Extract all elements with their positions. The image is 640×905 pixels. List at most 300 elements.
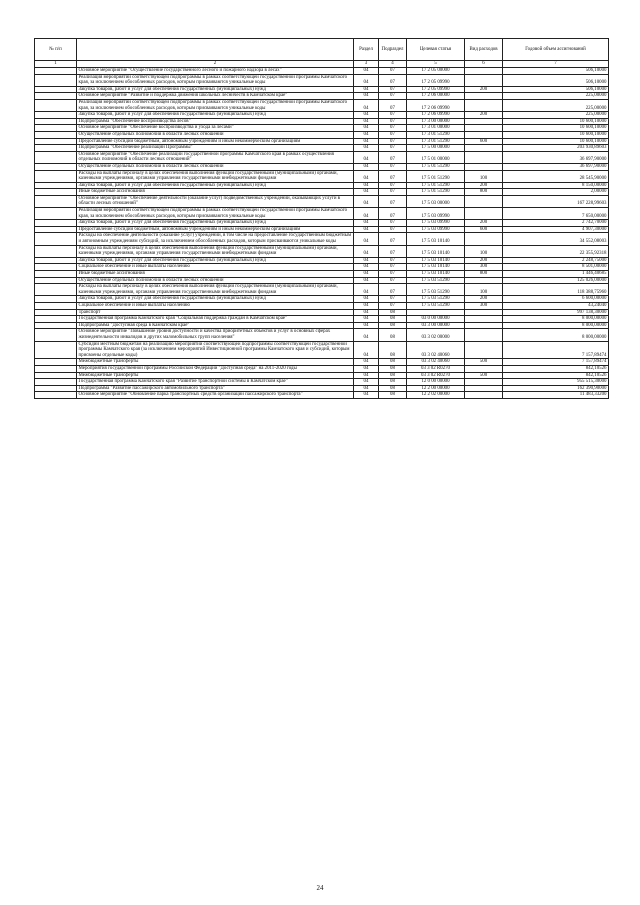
cell-name: Мероприятия государственной программы Российской Федерации "Доступная среда" на 2011-2020 годы: [77, 365, 354, 372]
cell-amount: 36 697,90000: [503, 151, 609, 163]
cell-num: [35, 245, 77, 257]
cell-razdel: 04: [354, 322, 379, 329]
cell-vr: 500: [465, 372, 503, 379]
cell-razdel: 04: [354, 163, 379, 170]
header-csr: Целевая статья: [407, 39, 465, 61]
cell-vr: [465, 379, 503, 386]
cell-name: Государственная программа Камчатского края "Развитие транспортной системы в Камчатском крае": [77, 379, 354, 386]
table-row: [35, 226, 609, 233]
cell-vr: 200: [465, 182, 503, 189]
cell-num: [35, 125, 77, 132]
cell-amount: 36 697,90000: [503, 163, 609, 170]
cell-podrazdel: 08: [379, 365, 407, 372]
cell-name: Основное мероприятие "Обновление парка транспортных средств организаций пассажирского транспорта": [77, 392, 354, 399]
header-podrazdel: Подраздел: [379, 39, 407, 61]
cell-num: [35, 257, 77, 264]
cell-podrazdel: 08: [379, 316, 407, 323]
cell-amount: 125 026,00000: [503, 277, 609, 284]
cell-podrazdel: 08: [379, 329, 407, 341]
table-row: [35, 99, 609, 111]
cell-amount: 7 157,89474: [503, 341, 609, 359]
table-body: [35, 68, 609, 399]
cell-amount: 2 742,70000: [503, 220, 609, 227]
cell-num: [35, 316, 77, 323]
cell-podrazdel: 07: [379, 220, 407, 227]
cell-podrazdel: 07: [379, 296, 407, 303]
cell-podrazdel: 07: [379, 226, 407, 233]
cell-name: Расходы на выплаты персоналу в целях обеспечения выполнения функций государственными (муниципальными) органами, казенными учреждениями, органами управления государственными внебюджетными фондами: [77, 284, 354, 296]
table-row: [35, 359, 609, 366]
cell-num: [35, 341, 77, 359]
cell-num: [35, 271, 77, 278]
colnum-2: 2: [77, 61, 354, 68]
cell-name: Подпрограмма "Доступная среда в Камчатском крае": [77, 322, 354, 329]
cell-vr: 200: [465, 220, 503, 227]
cell-vr: 800: [465, 189, 503, 196]
cell-podrazdel: 07: [379, 112, 407, 119]
cell-amount: 842,10526: [503, 365, 609, 372]
header-num: № п/п: [35, 39, 77, 61]
cell-amount: 6 600,00000: [503, 296, 609, 303]
header-amount: Годовой объем ассигнований: [503, 39, 609, 61]
table-row: [35, 93, 609, 100]
cell-podrazdel: 07: [379, 189, 407, 196]
cell-podrazdel: 07: [379, 277, 407, 284]
table-row: [35, 302, 609, 309]
cell-name: Основное мероприятие "Обеспечение реализации государственной программы Камчатского края в рамках осуществления отдельных полномочий в области лесных отношений": [77, 151, 354, 163]
cell-razdel: 04: [354, 271, 379, 278]
cell-razdel: 04: [354, 195, 379, 207]
cell-csr: 17 5 03 51290: [407, 284, 465, 296]
cell-vr: 100: [465, 170, 503, 182]
cell-num: [35, 112, 77, 119]
table-row: [35, 131, 609, 138]
cell-razdel: 04: [354, 329, 379, 341]
cell-podrazdel: 08: [379, 385, 407, 392]
cell-num: [35, 322, 77, 329]
cell-vr: [465, 385, 503, 392]
cell-vr: [465, 316, 503, 323]
cell-num: [35, 392, 77, 399]
cell-razdel: 04: [354, 316, 379, 323]
colnum-4: 4: [379, 61, 407, 68]
cell-name: Закупка товаров, работ и услуг для обеспечения государственных (муниципальных) нужд: [77, 86, 354, 93]
cell-num: [35, 284, 77, 296]
cell-name: Закупка товаров, работ и услуг для обеспечения государственных (муниципальных) нужд: [77, 257, 354, 264]
table-row: [35, 277, 609, 284]
cell-razdel: 04: [354, 257, 379, 264]
cell-amount: 7 650,00000: [503, 208, 609, 220]
cell-vr: 200: [465, 86, 503, 93]
cell-num: [35, 99, 77, 111]
table-row: [35, 86, 609, 93]
cell-podrazdel: 08: [379, 341, 407, 359]
cell-csr: 03 3 00 00000: [407, 322, 465, 329]
cell-name: Основное мероприятие "Обеспечение деятельности (оказание услуг) подведомственных учреждений, оказывающих услуги в области лесных отношений": [77, 195, 354, 207]
cell-amount: 118 388,75960: [503, 284, 609, 296]
colnum-1: 1: [35, 61, 77, 68]
cell-amount: 2 248,75000: [503, 257, 609, 264]
cell-csr: 17 2 05 09990: [407, 74, 465, 86]
cell-amount: 7 157,89474: [503, 359, 609, 366]
cell-name: Расходы на выплаты персоналу в целях обеспечения выполнения функций государственными (муниципальными) органами, казенными учреждениями, органами управления государственными внебюджетными фондами: [77, 170, 354, 182]
cell-razdel: 04: [354, 189, 379, 196]
cell-amount: 8 000,00000: [503, 329, 609, 341]
cell-csr: 17 5 03 09990: [407, 208, 465, 220]
cell-vr: [465, 131, 503, 138]
table-row: [35, 284, 609, 296]
cell-csr: 12 0 00 00000: [407, 379, 465, 386]
cell-razdel: 04: [354, 125, 379, 132]
cell-csr: 03 3 02 40060: [407, 359, 465, 366]
cell-vr: [465, 233, 503, 245]
cell-razdel: 04: [354, 302, 379, 309]
cell-name: Социальное обеспечение и иные выплаты населению: [77, 302, 354, 309]
cell-num: [35, 365, 77, 372]
cell-podrazdel: 07: [379, 99, 407, 111]
cell-podrazdel: 07: [379, 125, 407, 132]
table-row: [35, 264, 609, 271]
table-row: [35, 118, 609, 125]
cell-name: Подпрограмма "Обеспечение воспроизводства лесов": [77, 118, 354, 125]
cell-razdel: 04: [354, 145, 379, 152]
cell-csr: 03 3 02 R0270: [407, 372, 465, 379]
cell-num: [35, 264, 77, 271]
table-row: [35, 220, 609, 227]
cell-razdel: 04: [354, 208, 379, 220]
cell-num: [35, 138, 77, 145]
cell-name: Закупка товаров, работ и услуг для обеспечения государственных (муниципальных) нужд: [77, 220, 354, 227]
cell-name: Транспорт: [77, 309, 354, 316]
table-row: [35, 329, 609, 341]
table-row: [35, 195, 609, 207]
cell-num: [35, 74, 77, 86]
cell-csr: 17 2 06 09990: [407, 112, 465, 119]
cell-vr: [465, 68, 503, 75]
cell-csr: 12 2 00 00000: [407, 385, 465, 392]
cell-name: Осуществление отдельных полномочий в области лесных отношений: [77, 277, 354, 284]
table-row: [35, 233, 609, 245]
cell-razdel: 04: [354, 341, 379, 359]
cell-podrazdel: 07: [379, 195, 407, 207]
cell-csr: 17 2 06 00000: [407, 93, 465, 100]
cell-razdel: 04: [354, 74, 379, 86]
cell-name: Расходы на обеспечение деятельности (оказание услуг) учреждений, в том числе на предоставление государственным бюджетным и автономным учреждениям субсидий, за исключением обособленных расходов, которым присваиваются уникальные коды: [77, 233, 354, 245]
cell-razdel: 04: [354, 170, 379, 182]
colnum-7: 7: [503, 61, 609, 68]
cell-vr: [465, 99, 503, 111]
cell-razdel: 04: [354, 138, 379, 145]
cell-razdel: 04: [354, 385, 379, 392]
cell-csr: 17 5 00 00000: [407, 145, 465, 152]
cell-name: Основное мероприятие "Повышение уровня доступности и качества приоритетных объектов и услуг в основных сферах жизнедеятельности инвалидов и других маломобильных групп населения": [77, 329, 354, 341]
cell-csr: 17 3 01 00000: [407, 125, 465, 132]
cell-amount: 225,00000: [503, 93, 609, 100]
cell-csr: 17 5 03 51290: [407, 277, 465, 284]
cell-csr: 17 2 05 00000: [407, 68, 465, 75]
cell-razdel: 04: [354, 99, 379, 111]
cell-vr: 800: [465, 271, 503, 278]
cell-csr: 17 3 01 51290: [407, 131, 465, 138]
cell-name: Реализация мероприятий соответствующей подпрограммы в рамках соответствующей государственной программы Камчатского края, за исключением обособленных расходов, которым присваиваются уникальные коды: [77, 99, 354, 111]
cell-name: Основное мероприятие "Осуществление государственного лесного и пожарного надзора в лесах": [77, 68, 354, 75]
table-row: [35, 271, 609, 278]
cell-csr: 17 3 01 51290: [407, 138, 465, 145]
table-row: [35, 257, 609, 264]
cell-amount: 955 515,30000: [503, 379, 609, 386]
cell-num: [35, 226, 77, 233]
cell-vr: [465, 145, 503, 152]
cell-razdel: 04: [354, 86, 379, 93]
cell-csr: 17 5 03 00000: [407, 195, 465, 207]
table-row: [35, 385, 609, 392]
cell-amount: 2,00000: [503, 189, 609, 196]
cell-razdel: 04: [354, 309, 379, 316]
cell-razdel: 04: [354, 93, 379, 100]
cell-podrazdel: 08: [379, 359, 407, 366]
table-row: [35, 296, 609, 303]
cell-name: Расходы на выплаты персоналу в целях обеспечения выполнения функций государственными (муниципальными) органами, казенными учреждениями, органами управления государственными внебюджетными фондами: [77, 245, 354, 257]
cell-csr: 03 3 02 R0270: [407, 365, 465, 372]
cell-name: Подпрограмма "Обеспечение реализации Программы": [77, 145, 354, 152]
cell-amount: 203 930,89603: [503, 145, 609, 152]
cell-podrazdel: 07: [379, 284, 407, 296]
budget-table-sheet: [34, 38, 608, 399]
cell-csr: 17 5 03 51290: [407, 302, 465, 309]
cell-vr: [465, 93, 503, 100]
cell-podrazdel: 07: [379, 271, 407, 278]
cell-csr: 03 0 00 00000: [407, 316, 465, 323]
cell-amount: 1 446,40685: [503, 271, 609, 278]
cell-podrazdel: 07: [379, 86, 407, 93]
cell-amount: 8 000,00000: [503, 322, 609, 329]
cell-podrazdel: 07: [379, 264, 407, 271]
cell-csr: 17 5 03 10140: [407, 257, 465, 264]
cell-podrazdel: 07: [379, 170, 407, 182]
cell-podrazdel: 07: [379, 68, 407, 75]
cell-vr: [465, 392, 503, 399]
column-number-row: [35, 61, 609, 68]
cell-num: [35, 86, 77, 93]
table-row: [35, 365, 609, 372]
cell-vr: 500: [465, 359, 503, 366]
cell-amount: 10 600,10000: [503, 118, 609, 125]
cell-num: [35, 302, 77, 309]
cell-vr: 200: [465, 112, 503, 119]
cell-name: Осуществление отдельных полномочий в области лесных отношений: [77, 131, 354, 138]
cell-amount: 8 000,00000: [503, 316, 609, 323]
cell-csr: 17 5 03 09990: [407, 220, 465, 227]
cell-razdel: 04: [354, 151, 379, 163]
cell-num: [35, 93, 77, 100]
cell-num: [35, 195, 77, 207]
table-row: [35, 309, 609, 316]
cell-razdel: 04: [354, 392, 379, 399]
cell-name: Основное мероприятие "Обеспечение воспроизводства и ухода за лесами": [77, 125, 354, 132]
cell-vr: [465, 365, 503, 372]
cell-razdel: 04: [354, 379, 379, 386]
table-row: [35, 316, 609, 323]
cell-amount: 167 228,99603: [503, 195, 609, 207]
cell-amount: 997 138,30000: [503, 309, 609, 316]
cell-num: [35, 233, 77, 245]
cell-csr: 17 5 01 51290: [407, 163, 465, 170]
cell-name: Предоставление субсидий бюджетным, автономным учреждениям и иным некоммерческим организациям: [77, 226, 354, 233]
page-number: 24: [316, 884, 324, 892]
cell-num: [35, 309, 77, 316]
cell-podrazdel: 07: [379, 74, 407, 86]
cell-podrazdel: 07: [379, 245, 407, 257]
cell-csr: 17 2 06 09990: [407, 99, 465, 111]
cell-num: [35, 68, 77, 75]
table-row: [35, 392, 609, 399]
cell-name: Основное мероприятие "Развитие и поддержка движения школьных лесничеств в Камчатском крае": [77, 93, 354, 100]
cell-name: Предоставление субсидий бюджетным, автономным учреждениям и иным некоммерческим организациям: [77, 138, 354, 145]
cell-csr: 17 5 03 10140: [407, 271, 465, 278]
cell-csr: 17 3 00 00000: [407, 118, 465, 125]
cell-razdel: 04: [354, 112, 379, 119]
cell-csr: 17 5 03 10140: [407, 245, 465, 257]
cell-name: Закупка товаров, работ и услуг для обеспечения государственных (муниципальных) нужд: [77, 112, 354, 119]
table-row: [35, 341, 609, 359]
cell-name: Иные бюджетные ассигнования: [77, 189, 354, 196]
cell-podrazdel: 07: [379, 151, 407, 163]
cell-razdel: 04: [354, 220, 379, 227]
cell-vr: 600: [465, 226, 503, 233]
cell-razdel: 04: [354, 68, 379, 75]
cell-csr: 17 5 03 10140: [407, 264, 465, 271]
table-row: [35, 182, 609, 189]
cell-name: Государственная программа Камчатского края "Социальная поддержка граждан в Камчатском крае": [77, 316, 354, 323]
table-row: [35, 245, 609, 257]
cell-csr: 17 5 03 10140: [407, 233, 465, 245]
cell-razdel: 04: [354, 264, 379, 271]
cell-podrazdel: 07: [379, 163, 407, 170]
cell-amount: 506,10000: [503, 86, 609, 93]
cell-num: [35, 208, 77, 220]
cell-num: [35, 182, 77, 189]
cell-vr: 200: [465, 257, 503, 264]
table-row: [35, 170, 609, 182]
cell-amount: 34 552,08003: [503, 233, 609, 245]
table-row: [35, 112, 609, 119]
cell-amount: 506,10000: [503, 74, 609, 86]
cell-podrazdel: 07: [379, 145, 407, 152]
cell-csr: 17 5 01 51290: [407, 170, 465, 182]
cell-amount: 10 600,10000: [503, 131, 609, 138]
cell-vr: [465, 195, 503, 207]
cell-num: [35, 379, 77, 386]
table-row: [35, 208, 609, 220]
cell-razdel: 04: [354, 296, 379, 303]
cell-vr: 300: [465, 264, 503, 271]
cell-amount: 22 355,92318: [503, 245, 609, 257]
cell-num: [35, 170, 77, 182]
cell-vr: [465, 329, 503, 341]
table-header-row: [35, 39, 609, 61]
table-row: [35, 379, 609, 386]
cell-csr: [407, 309, 465, 316]
cell-podrazdel: 07: [379, 233, 407, 245]
cell-csr: 17 5 01 51290: [407, 182, 465, 189]
cell-csr: 03 3 02 00000: [407, 329, 465, 341]
cell-razdel: 04: [354, 372, 379, 379]
cell-podrazdel: 08: [379, 392, 407, 399]
cell-razdel: 04: [354, 131, 379, 138]
header-vr: Вид расходов: [465, 39, 503, 61]
cell-csr: 17 5 01 51290: [407, 189, 465, 196]
cell-vr: [465, 322, 503, 329]
cell-vr: 100: [465, 284, 503, 296]
cell-razdel: 04: [354, 226, 379, 233]
cell-num: [35, 220, 77, 227]
cell-num: [35, 118, 77, 125]
cell-num: [35, 131, 77, 138]
table-row: [35, 68, 609, 75]
cell-name: Закупка товаров, работ и услуг для обеспечения государственных (муниципальных) нужд: [77, 182, 354, 189]
cell-vr: 300: [465, 302, 503, 309]
table-row: [35, 138, 609, 145]
cell-vr: [465, 163, 503, 170]
cell-csr: 17 2 05 09990: [407, 86, 465, 93]
cell-amount: 43,24040: [503, 302, 609, 309]
cell-amount: 4 907,30000: [503, 226, 609, 233]
cell-amount: 11 483,33200: [503, 392, 609, 399]
cell-amount: 225,00000: [503, 112, 609, 119]
cell-amount: 10 600,10000: [503, 138, 609, 145]
cell-name: Закупка товаров, работ и услуг для обеспечения государственных (муниципальных) нужд: [77, 296, 354, 303]
cell-vr: 100: [465, 245, 503, 257]
colnum-5: 5: [407, 61, 465, 68]
cell-podrazdel: 07: [379, 182, 407, 189]
table-row: [35, 163, 609, 170]
header-name: [77, 39, 354, 61]
cell-name: Иные бюджетные ассигнования: [77, 271, 354, 278]
cell-vr: [465, 74, 503, 86]
cell-podrazdel: 08: [379, 372, 407, 379]
cell-podrazdel: 07: [379, 302, 407, 309]
cell-amount: 842,10526: [503, 372, 609, 379]
cell-amount: 162 390,90000: [503, 385, 609, 392]
table-row: [35, 74, 609, 86]
cell-csr: 03 3 02 40060: [407, 341, 465, 359]
cell-name: Реализация мероприятий соответствующей подпрограммы в рамках соответствующей государственной программы Камчатского края, за исключением обособленных расходов, которым присваиваются уникальные коды: [77, 74, 354, 86]
cell-vr: 200: [465, 296, 503, 303]
table-row: [35, 189, 609, 196]
budget-table: [34, 38, 609, 399]
cell-num: [35, 151, 77, 163]
cell-num: [35, 296, 77, 303]
cell-amount: 28 545,90000: [503, 170, 609, 182]
cell-amount: 8 501,00000: [503, 264, 609, 271]
cell-num: [35, 145, 77, 152]
cell-name: Межбюджетные трансферты: [77, 372, 354, 379]
table-row: [35, 145, 609, 152]
cell-vr: [465, 341, 503, 359]
cell-razdel: 04: [354, 233, 379, 245]
cell-vr: [465, 309, 503, 316]
table-row: [35, 322, 609, 329]
cell-podrazdel: 07: [379, 208, 407, 220]
cell-razdel: 04: [354, 182, 379, 189]
cell-podrazdel: 07: [379, 138, 407, 145]
cell-podrazdel: 08: [379, 322, 407, 329]
cell-vr: [465, 125, 503, 132]
cell-csr: 17 5 01 00000: [407, 151, 465, 163]
cell-vr: [465, 118, 503, 125]
cell-podrazdel: 07: [379, 131, 407, 138]
cell-razdel: 04: [354, 118, 379, 125]
